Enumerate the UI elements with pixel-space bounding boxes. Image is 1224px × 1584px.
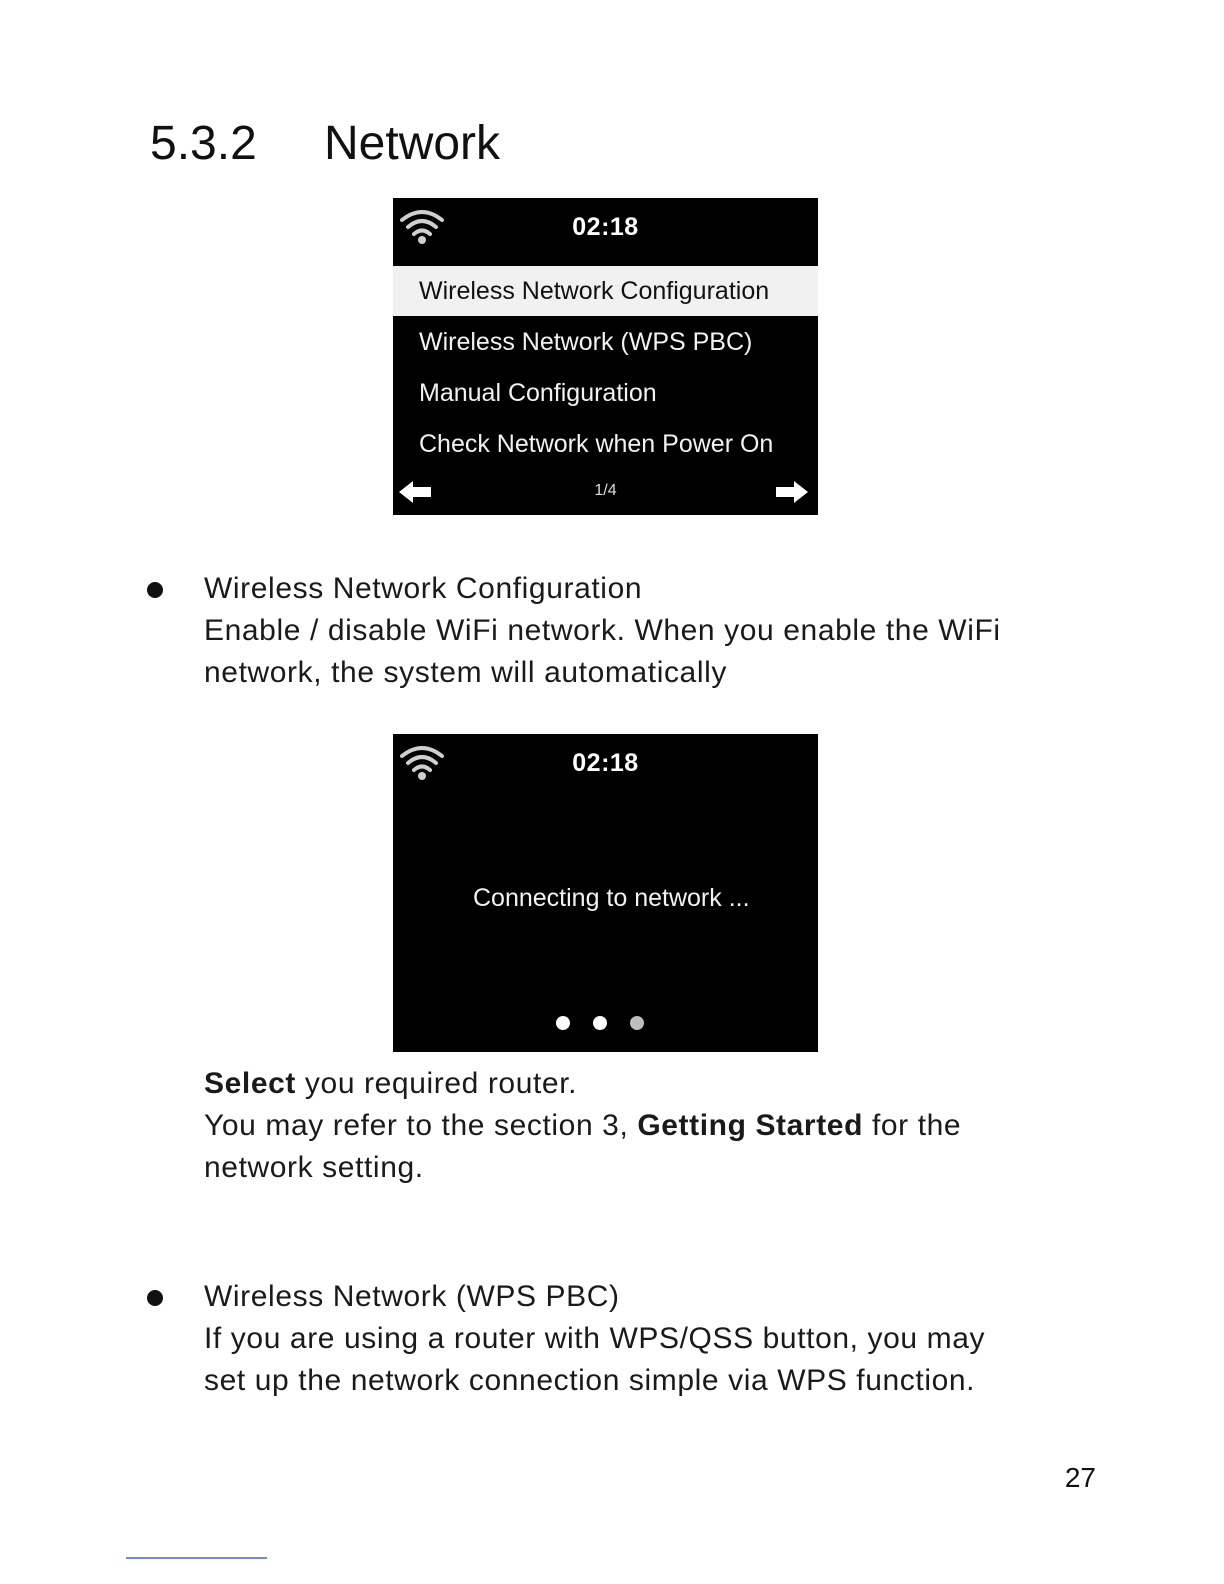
page-navigation [393, 474, 818, 510]
page-number: 27 [1064, 1462, 1096, 1493]
paragraph-line: set up the network connection simple via WPS function. [204, 1364, 976, 1397]
arrow-right-icon[interactable] [774, 478, 810, 506]
paragraph-line: network, the system will automatically [204, 656, 727, 689]
bullet-title: Wireless Network (WPS PBC) [204, 1280, 620, 1313]
bullet [147, 582, 163, 598]
network-menu-screen [393, 198, 818, 515]
section-title: Network [324, 117, 501, 170]
bullet [147, 1290, 163, 1306]
text-run: You may refer to the section 3, [204, 1109, 638, 1142]
clock: 02:18 [572, 749, 639, 777]
menu-item-check-network-power-on[interactable]: Check Network when Power On [419, 430, 774, 458]
connecting-message: Connecting to network ... [473, 884, 750, 912]
status-bar [393, 198, 818, 260]
menu-item-wireless-network-wps-pbc[interactable]: Wireless Network (WPS PBC) [419, 328, 753, 356]
paragraph-line [204, 1105, 1104, 1147]
menu-item-manual-configuration[interactable]: Manual Configuration [419, 379, 657, 407]
bullet-wireless-network-configuration [204, 568, 1104, 694]
bold-select: Select [204, 1067, 296, 1100]
status-bar [393, 734, 818, 796]
paragraph-line [204, 1063, 1104, 1105]
progress-dot [630, 1016, 644, 1030]
bullet-wireless-network-wps [204, 1276, 1104, 1402]
clock: 02:18 [572, 213, 639, 241]
footer-rule [126, 1557, 267, 1559]
progress-dot [556, 1016, 570, 1030]
section-number: 5.3.2 [150, 117, 257, 170]
paragraph-line: network setting. [204, 1151, 424, 1184]
text-run: for the [863, 1109, 962, 1142]
router-select-paragraph [204, 1063, 1104, 1189]
menu-item-wireless-network-configuration[interactable]: Wireless Network Configuration [393, 266, 818, 316]
text-run: you required router. [296, 1067, 578, 1100]
section-heading [150, 116, 500, 172]
progress-dot [593, 1016, 607, 1030]
bullet-title: Wireless Network Configuration [204, 572, 643, 605]
progress-dots [556, 1016, 656, 1032]
connecting-screen [393, 734, 818, 1052]
page-indicator: 1/4 [594, 482, 617, 499]
paragraph-line: If you are using a router with WPS/QSS button, you may [204, 1322, 986, 1355]
bold-getting-started: Getting Started [637, 1109, 864, 1142]
paragraph-line: Enable / disable WiFi network. When you enable the WiFi [204, 614, 1001, 647]
